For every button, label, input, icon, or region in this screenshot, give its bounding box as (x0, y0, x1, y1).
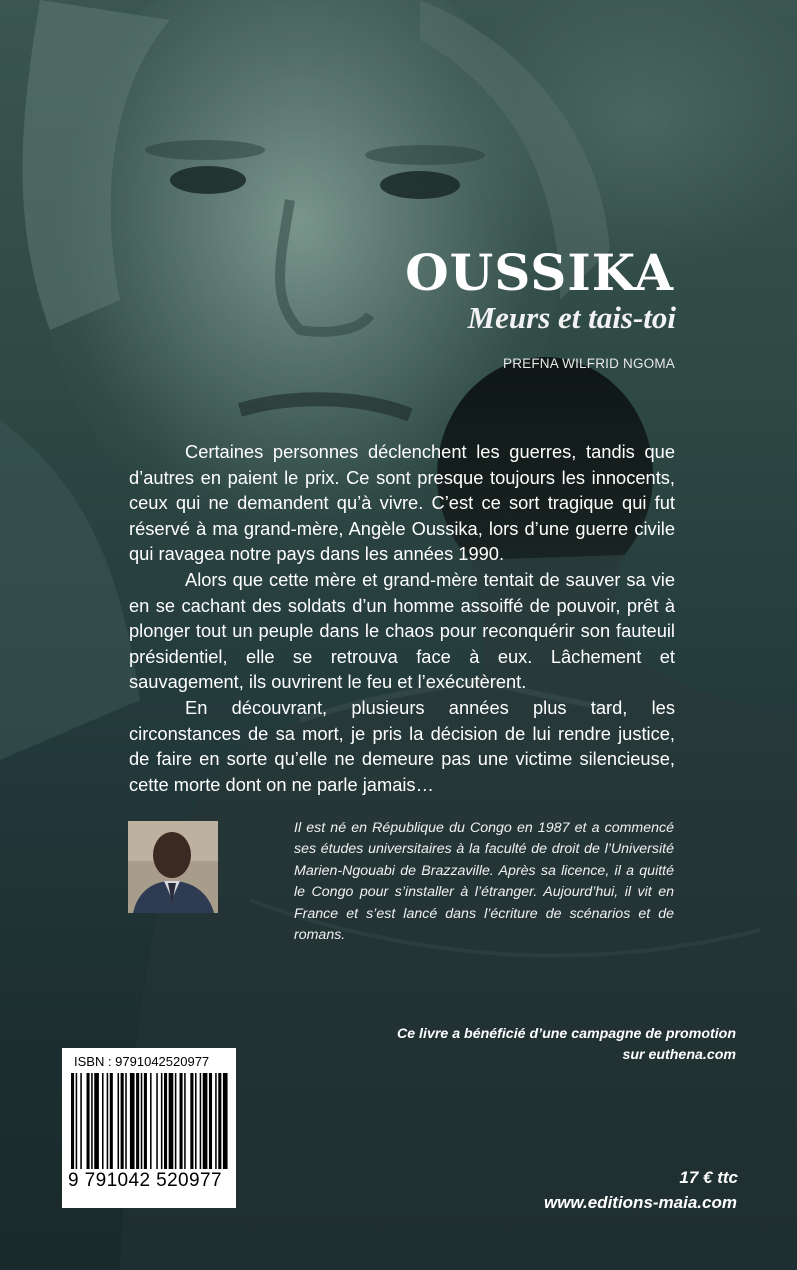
isbn-label: ISBN : 9791042520977 (74, 1054, 210, 1069)
barcode-bar (76, 1073, 78, 1169)
barcode-bar (80, 1073, 82, 1169)
barcode-bar (87, 1073, 90, 1169)
barcode-bar (121, 1073, 124, 1169)
book-blurb (129, 439, 675, 797)
barcode-bar (203, 1073, 208, 1169)
barcode-bar (107, 1073, 109, 1169)
barcode-bars (71, 1073, 229, 1173)
barcode-bar (200, 1073, 202, 1169)
barcode-bar (195, 1073, 197, 1169)
barcode-bar (209, 1073, 212, 1169)
blurb-paragraph-3: En découvrant, plusieurs années plus tard, les circonstances de sa mort, je pris la décision de lui rendre justice, de faire en sorte qu’elle ne demeure pas une victime silencieuse, cette morte dont on ne parle jamais… (129, 696, 675, 795)
publisher-website: www.editions-maia.com (543, 1193, 737, 1212)
barcode-bar (125, 1073, 127, 1169)
barcode-bar (94, 1073, 99, 1169)
barcode-bar (144, 1073, 147, 1169)
promotion-note (336, 1024, 736, 1066)
barcode-bar (150, 1073, 152, 1169)
book-subtitle: Meurs et tais-toi (467, 300, 676, 335)
barcode-bar (102, 1073, 104, 1169)
barcode-bar (190, 1073, 193, 1169)
barcode-bar (136, 1073, 139, 1169)
barcode-bar (169, 1073, 174, 1169)
author-portrait-image (128, 821, 218, 913)
promotion-line-2: sur euthena.com (622, 1047, 736, 1063)
barcode-bar (184, 1073, 186, 1169)
author-biography: Il est né en République du Congo en 1987 et a commencé ses études universitaires à la faculté de droit de l’Université Marien-Ngouabi de Brazzaville. Après sa licence, il a quitté le Congo pour s’installer à l’étranger. Aujourd’hui, il vit en France et s’est lancé dans l’écriture de scénarios et de romans. (294, 820, 674, 944)
isbn-barcode (62, 1048, 236, 1208)
barcode-bar (175, 1073, 177, 1169)
barcode-bar (180, 1073, 183, 1169)
barcode-bar (71, 1073, 74, 1169)
barcode-bar (91, 1073, 93, 1169)
barcode-bar (118, 1073, 120, 1169)
book-title: OUSSIKA (405, 243, 674, 302)
barcode-bar (215, 1073, 217, 1169)
barcode-bar (156, 1073, 158, 1169)
promotion-line-1: Ce livre a bénéficié d’une campagne de promotion (396, 1026, 736, 1042)
barcode-bar (164, 1073, 167, 1169)
barcode-bar (141, 1073, 143, 1169)
blurb-paragraph-2: Alors que cette mère et grand-mère tentait de sauver sa vie en se cachant des soldats d’un homme assoiffé de pouvoir, prêt à plonger tout un peuple dans le chaos pour reconquérir son fauteuil présidentiel, elle se retrouva face à eux. Lâchement et sauvagement, ils ouvrirent le feu et l’exécutèrent. (129, 568, 675, 693)
author-name: PREFNA WILFRID NGOMA (502, 356, 675, 371)
barcode-bar (110, 1073, 113, 1169)
barcode-digits: 9 791042 520977 (68, 1170, 222, 1191)
barcode-bar (218, 1073, 221, 1169)
book-price: 17 € ttc (679, 1168, 738, 1187)
barcode-bar (223, 1073, 228, 1169)
barcode-bar (130, 1073, 135, 1169)
blurb-paragraph-1: Certaines personnes déclenchent les guerres, tandis que d’autres en paient le prix. Ce sont presque toujours les innocents, ceux qui ne demandent qu’à vivre. C’est ce sort tragique qui fut réservé à ma grand-mère, Angèle Oussika, lors d’une guerre civile qui ravagea notre pays dans les années 1990. (129, 441, 675, 565)
barcode-bar (161, 1073, 163, 1169)
author-photo (128, 821, 218, 913)
